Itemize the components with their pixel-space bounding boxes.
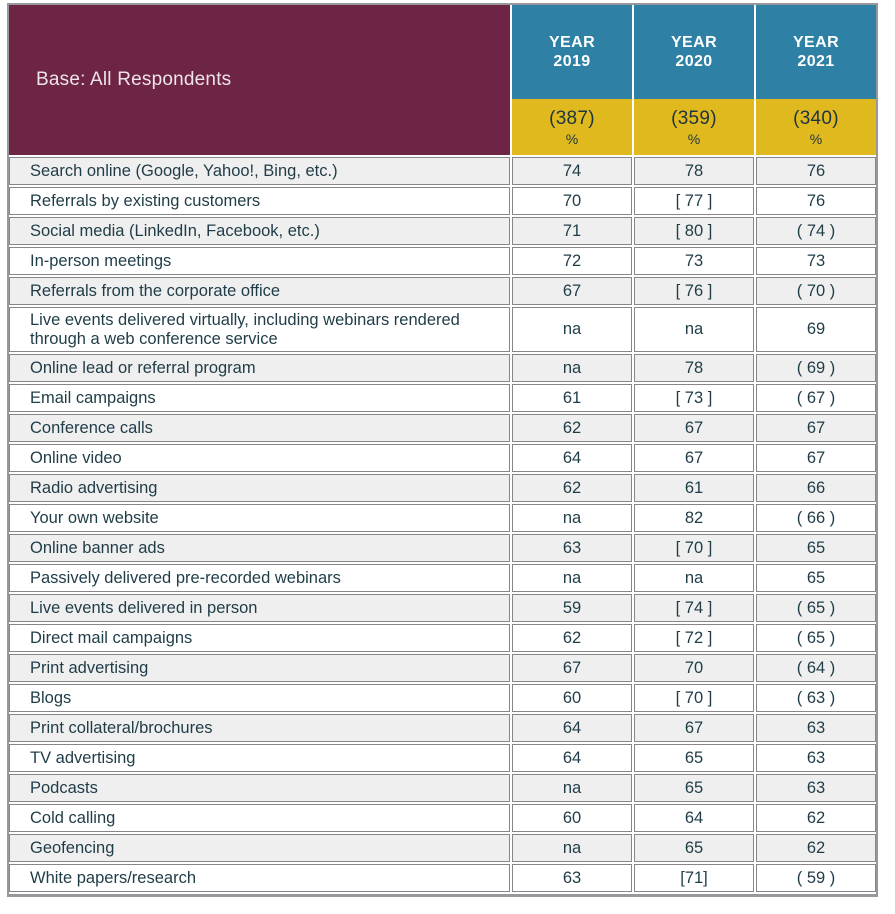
year-header-cell xyxy=(512,5,632,99)
row-label: Live events delivered in person xyxy=(9,594,510,622)
value-2019: 71 xyxy=(512,217,632,245)
year-word: YEAR xyxy=(548,34,596,51)
table-row xyxy=(9,804,876,832)
year-column xyxy=(512,5,632,155)
row-label: Conference calls xyxy=(9,414,510,442)
value-2020: [ 76 ] xyxy=(634,277,754,305)
value-2020: 70 xyxy=(634,654,754,682)
value-2021: 63 xyxy=(756,714,876,742)
table-row xyxy=(9,354,876,382)
row-label: Email campaigns xyxy=(9,384,510,412)
row-label: Radio advertising xyxy=(9,474,510,502)
value-2021: ( 64 ) xyxy=(756,654,876,682)
value-2019: 60 xyxy=(512,684,632,712)
base-size-cell xyxy=(512,99,632,155)
row-label: Online video xyxy=(9,444,510,472)
value-2021: 69 xyxy=(756,307,876,352)
percent-sign: % xyxy=(809,130,823,147)
value-2021: ( 74 ) xyxy=(756,217,876,245)
table-row xyxy=(9,564,876,592)
table-row xyxy=(9,654,876,682)
value-2021: ( 69 ) xyxy=(756,354,876,382)
value-2020: [ 70 ] xyxy=(634,684,754,712)
year-word: YEAR xyxy=(670,34,718,51)
row-label: Direct mail campaigns xyxy=(9,624,510,652)
value-2020: 78 xyxy=(634,354,754,382)
value-2020: 65 xyxy=(634,774,754,802)
row-label: Print collateral/brochures xyxy=(9,714,510,742)
percent-sign: % xyxy=(565,130,579,147)
table-row xyxy=(9,217,876,245)
table-header xyxy=(9,5,876,155)
row-label: Geofencing xyxy=(9,834,510,862)
percent-sign: % xyxy=(687,130,701,147)
value-2021: 65 xyxy=(756,564,876,592)
value-2019: na xyxy=(512,354,632,382)
row-label: Referrals by existing customers xyxy=(9,187,510,215)
table-row xyxy=(9,247,876,275)
value-2019: na xyxy=(512,834,632,862)
base-size-value: (340) xyxy=(793,107,839,129)
value-2019: 61 xyxy=(512,384,632,412)
value-2020: 67 xyxy=(634,714,754,742)
value-2021: 73 xyxy=(756,247,876,275)
year-header-cell xyxy=(756,5,876,99)
row-label: Passively delivered pre-recorded webinars xyxy=(9,564,510,592)
table-row xyxy=(9,864,876,892)
value-2021: 67 xyxy=(756,414,876,442)
value-2020: na xyxy=(634,564,754,592)
row-label: TV advertising xyxy=(9,744,510,772)
row-label: Referrals from the corporate office xyxy=(9,277,510,305)
row-label: Social media (LinkedIn, Facebook, etc.) xyxy=(9,217,510,245)
year-number: 2019 xyxy=(553,53,591,70)
row-label: Online banner ads xyxy=(9,534,510,562)
table-row xyxy=(9,684,876,712)
value-2019: 64 xyxy=(512,714,632,742)
value-2019: na xyxy=(512,774,632,802)
table-row xyxy=(9,534,876,562)
row-label: Search online (Google, Yahoo!, Bing, etc.) xyxy=(9,157,510,185)
table-row xyxy=(9,277,876,305)
row-label: Your own website xyxy=(9,504,510,532)
value-2021: ( 70 ) xyxy=(756,277,876,305)
row-label: Cold calling xyxy=(9,804,510,832)
value-2020: [ 72 ] xyxy=(634,624,754,652)
row-label: Online lead or referral program xyxy=(9,354,510,382)
value-2021: 62 xyxy=(756,804,876,832)
value-2019: 62 xyxy=(512,474,632,502)
year-word: YEAR xyxy=(792,34,840,51)
value-2020: 78 xyxy=(634,157,754,185)
table-row xyxy=(9,504,876,532)
value-2019: 67 xyxy=(512,277,632,305)
row-label: White papers/research xyxy=(9,864,510,892)
table-row xyxy=(9,834,876,862)
value-2020: 73 xyxy=(634,247,754,275)
value-2019: 67 xyxy=(512,654,632,682)
table-row xyxy=(9,594,876,622)
table-body xyxy=(9,155,876,894)
value-2019: 70 xyxy=(512,187,632,215)
value-2019: 74 xyxy=(512,157,632,185)
base-label-cell xyxy=(9,5,510,155)
value-2019: 59 xyxy=(512,594,632,622)
value-2019: 63 xyxy=(512,864,632,892)
value-2019: 64 xyxy=(512,744,632,772)
value-2020: 64 xyxy=(634,804,754,832)
row-label: Blogs xyxy=(9,684,510,712)
value-2021: ( 63 ) xyxy=(756,684,876,712)
value-2020: [ 70 ] xyxy=(634,534,754,562)
value-2019: na xyxy=(512,564,632,592)
value-2019: 64 xyxy=(512,444,632,472)
value-2019: na xyxy=(512,504,632,532)
base-size-cell xyxy=(634,99,754,155)
table-row xyxy=(9,384,876,412)
table-row xyxy=(9,444,876,472)
value-2019: 72 xyxy=(512,247,632,275)
base-size-cell xyxy=(756,99,876,155)
row-label: Podcasts xyxy=(9,774,510,802)
value-2020: 67 xyxy=(634,444,754,472)
value-2020: [ 73 ] xyxy=(634,384,754,412)
value-2020: na xyxy=(634,307,754,352)
value-2020: 82 xyxy=(634,504,754,532)
year-columns xyxy=(512,5,876,155)
value-2020: 65 xyxy=(634,834,754,862)
value-2021: 63 xyxy=(756,774,876,802)
table-row xyxy=(9,714,876,742)
year-number: 2020 xyxy=(675,53,713,70)
value-2020: 65 xyxy=(634,744,754,772)
value-2021: 65 xyxy=(756,534,876,562)
table-row xyxy=(9,624,876,652)
value-2019: 63 xyxy=(512,534,632,562)
value-2019: 60 xyxy=(512,804,632,832)
table-row xyxy=(9,744,876,772)
row-label: Print advertising xyxy=(9,654,510,682)
year-number: 2021 xyxy=(797,53,835,70)
base-size-value: (359) xyxy=(671,107,717,129)
value-2019: 62 xyxy=(512,624,632,652)
value-2021: 67 xyxy=(756,444,876,472)
value-2021: 76 xyxy=(756,187,876,215)
value-2020: 67 xyxy=(634,414,754,442)
value-2021: ( 59 ) xyxy=(756,864,876,892)
survey-table xyxy=(7,3,878,897)
row-label: Live events delivered virtually, including webinars rendered through a web conference service xyxy=(9,307,510,352)
table-row xyxy=(9,774,876,802)
value-2021: 76 xyxy=(756,157,876,185)
value-2020: [71] xyxy=(634,864,754,892)
table-row xyxy=(9,414,876,442)
value-2021: ( 65 ) xyxy=(756,624,876,652)
value-2021: 62 xyxy=(756,834,876,862)
year-column xyxy=(634,5,754,155)
table-row xyxy=(9,187,876,215)
table-row xyxy=(9,157,876,185)
value-2021: ( 66 ) xyxy=(756,504,876,532)
value-2020: [ 74 ] xyxy=(634,594,754,622)
value-2021: 66 xyxy=(756,474,876,502)
row-label: In-person meetings xyxy=(9,247,510,275)
value-2021: ( 65 ) xyxy=(756,594,876,622)
table-row xyxy=(9,307,876,352)
value-2020: 61 xyxy=(634,474,754,502)
value-2021: 63 xyxy=(756,744,876,772)
value-2019: 62 xyxy=(512,414,632,442)
value-2020: [ 80 ] xyxy=(634,217,754,245)
table-row xyxy=(9,474,876,502)
year-header-cell xyxy=(634,5,754,99)
value-2020: [ 77 ] xyxy=(634,187,754,215)
base-size-value: (387) xyxy=(549,107,595,129)
value-2021: ( 67 ) xyxy=(756,384,876,412)
value-2019: na xyxy=(512,307,632,352)
year-column xyxy=(756,5,876,155)
base-label: Base: All Respondents xyxy=(36,69,232,90)
